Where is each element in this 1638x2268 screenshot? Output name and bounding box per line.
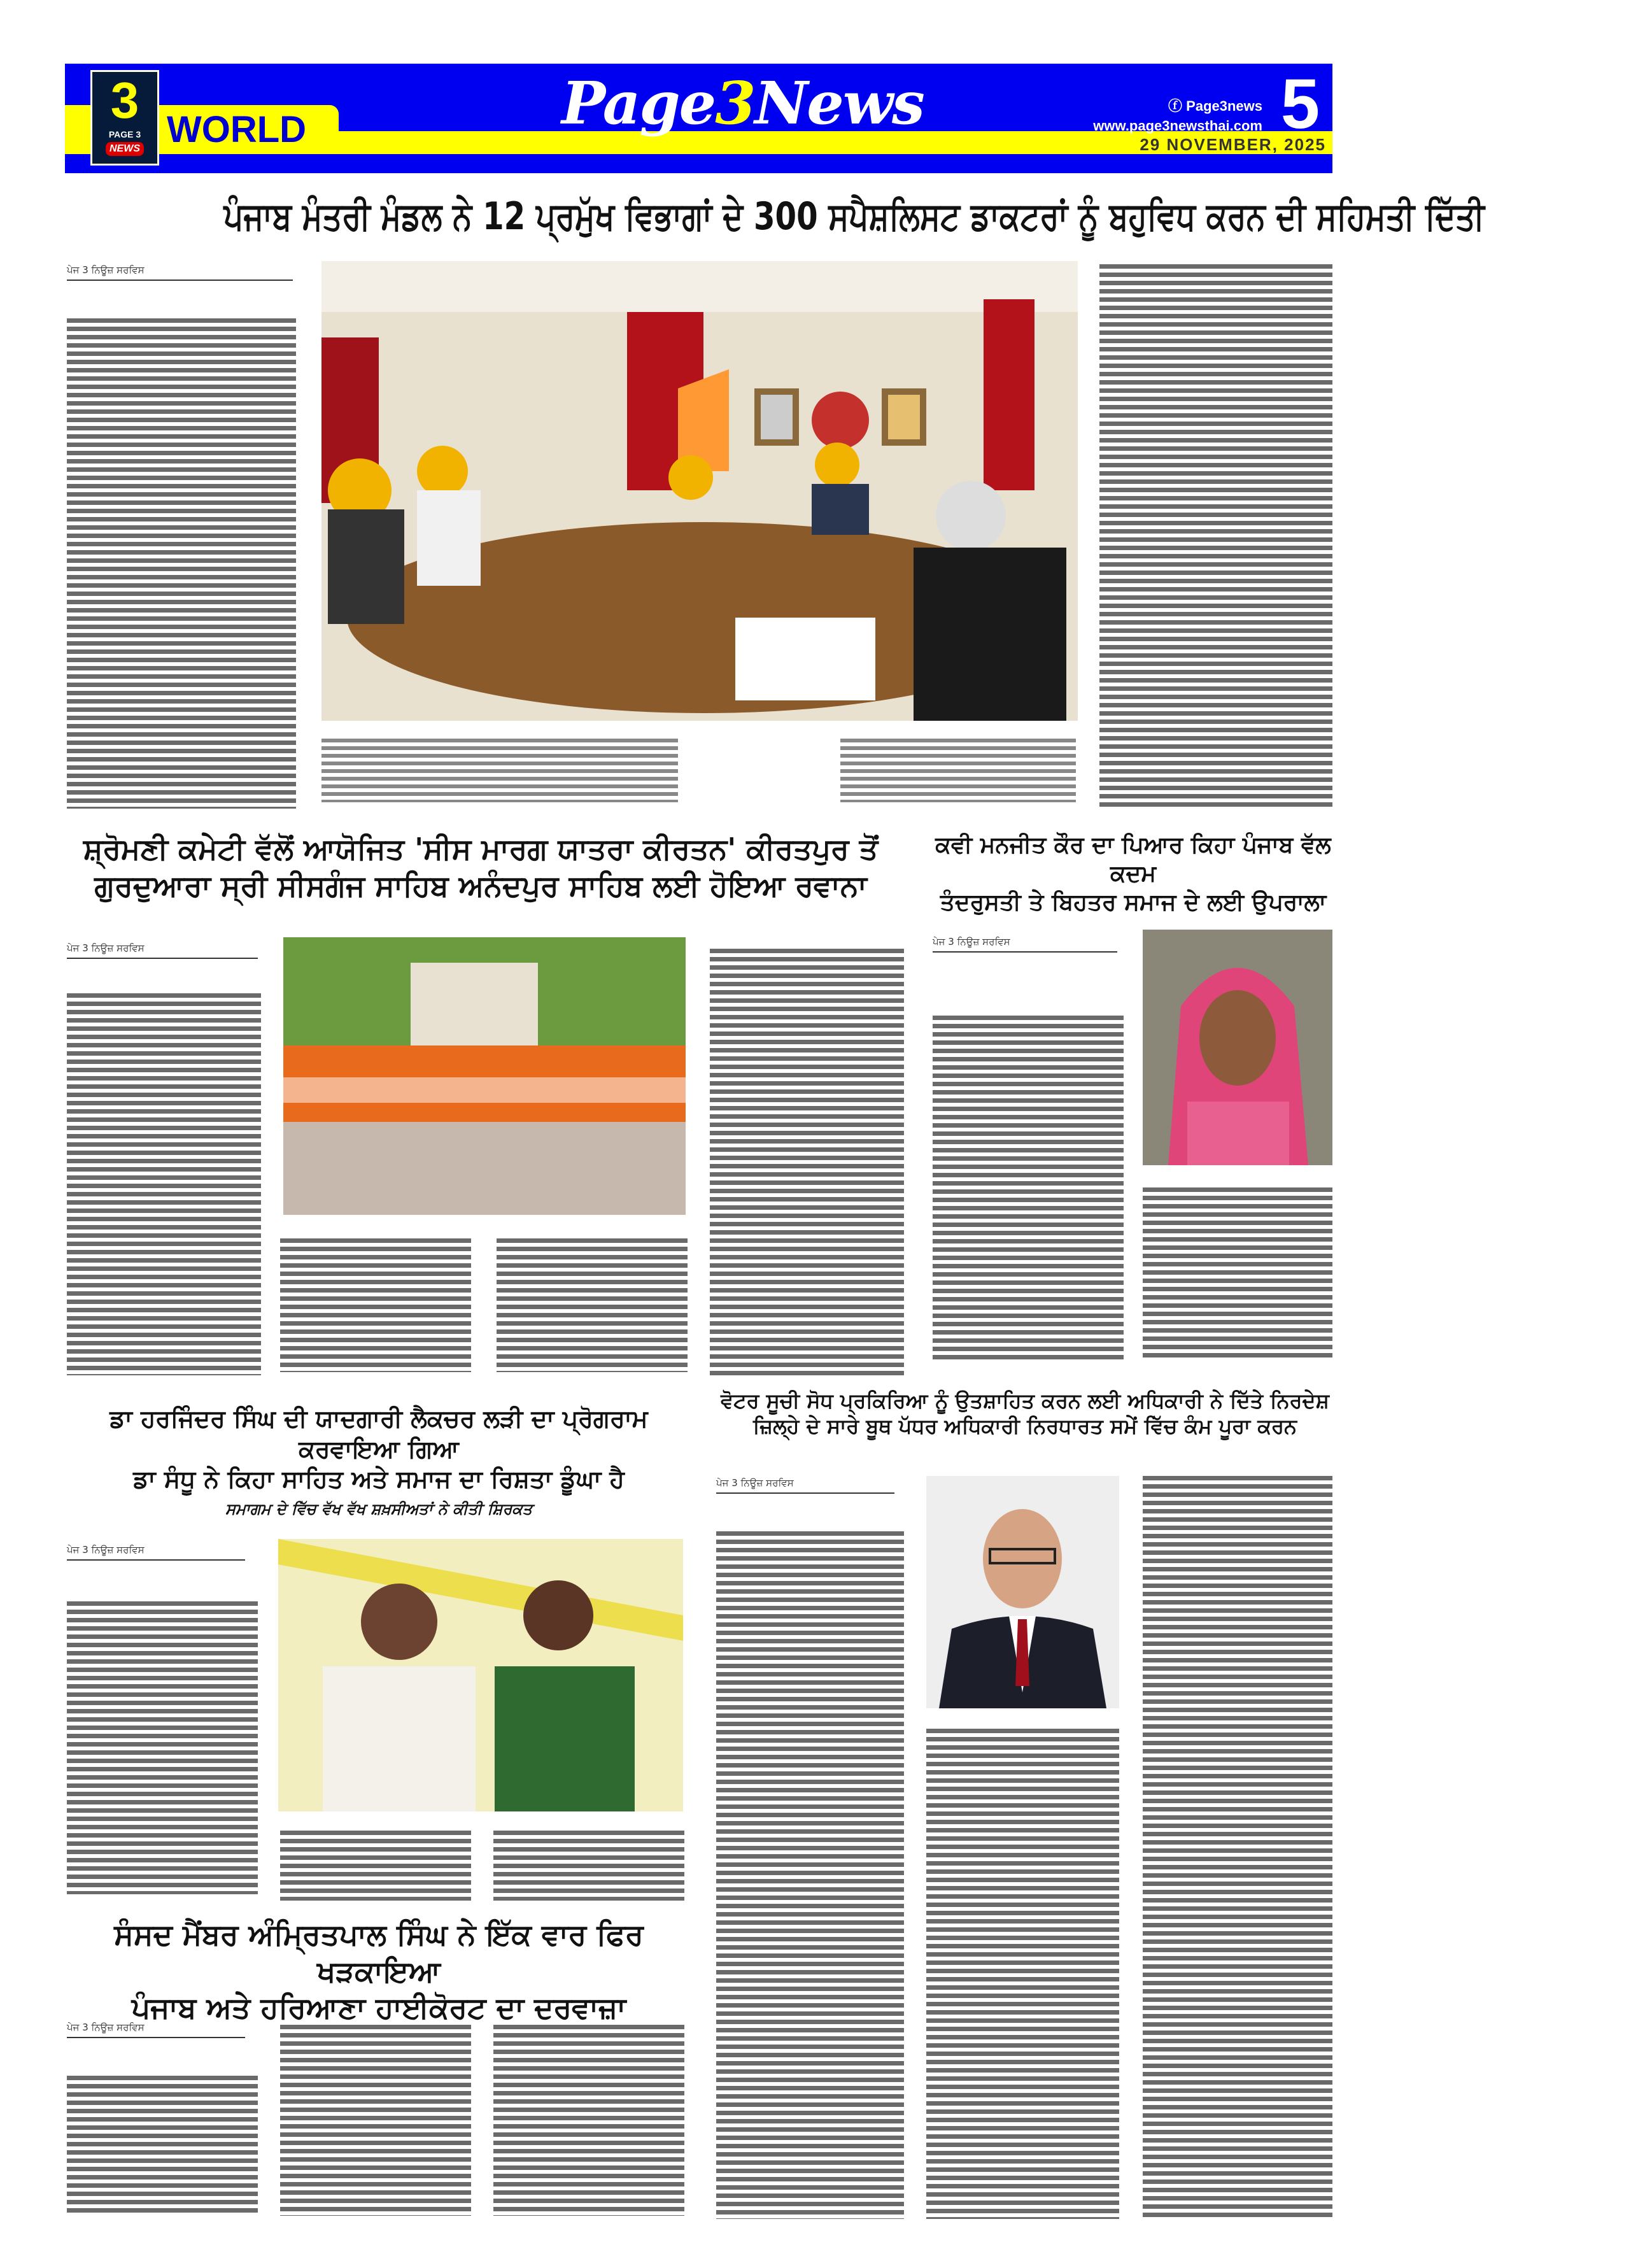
article-text bbox=[926, 1729, 1119, 2219]
byline: ਪੇਜ 3 ਨਿਊਜ਼ ਸਰਵਿਸ bbox=[67, 1544, 245, 1561]
masthead-title bbox=[561, 69, 924, 138]
headline-line: ਗੁਰਦੁਆਰਾ ਸ੍ਰੀ ਸੀਸਗੰਜ ਸਾਹਿਬ ਅਨੰਦਪੁਰ ਸਾਹਿਬ ਲਈ ਹੋਇਆ ਰਵਾਨਾ bbox=[94, 868, 867, 903]
lead-headline-box bbox=[70, 188, 1485, 252]
masthead-num: 3 bbox=[715, 69, 755, 138]
official-portrait-photo bbox=[926, 1476, 1119, 1708]
story-headline bbox=[67, 1917, 691, 2027]
story-headline bbox=[67, 831, 894, 904]
article-text bbox=[67, 318, 296, 809]
headline-line: ਵੋਟਰ ਸੂਚੀ ਸੋਧ ਪ੍ਰਕਿਰਿਆ ਨੂੰ ਉਤਸ਼ਾਹਿਤ ਕਰਨ ਲਈ ਅਧਿਕਾਰੀ ਨੇ ਦਿੱਤੇ ਨਿਰਦੇਸ਼ bbox=[721, 1389, 1329, 1413]
byline: ਪੇਜ 3 ਨਿਊਜ਼ ਸਰਵਿਸ bbox=[67, 2022, 245, 2038]
procession-photo bbox=[283, 937, 686, 1215]
article-text bbox=[493, 1831, 684, 1901]
section-label: WORLD bbox=[167, 109, 307, 150]
headline-line: ਡਾ ਸੰਧੂ ਨੇ ਕਿਹਾ ਸਾਹਿਤ ਅਤੇ ਸਮਾਜ ਦਾ ਰਿਸ਼ਤਾ ਡੂੰਘਾ ਹੈ bbox=[133, 1465, 625, 1493]
story-headline bbox=[933, 831, 1334, 917]
logo-text: PAGE 3 bbox=[108, 129, 141, 139]
masthead-post: News bbox=[754, 69, 924, 138]
issue-date: 29 NOVEMBER, 2025 bbox=[1140, 135, 1326, 154]
article-text bbox=[1143, 1476, 1332, 2219]
story-headline bbox=[716, 1388, 1334, 1439]
article-text bbox=[67, 2076, 258, 2216]
masthead-pre: Page bbox=[561, 69, 716, 138]
photo-caption bbox=[321, 739, 678, 802]
article-text bbox=[67, 993, 261, 1375]
facebook-handle bbox=[1168, 96, 1262, 115]
woman-portrait-photo bbox=[1143, 930, 1332, 1165]
masthead-banner bbox=[65, 64, 1332, 168]
website-url: www.page3newsthai.com bbox=[1093, 118, 1262, 134]
byline: ਪੇਜ 3 ਨਿਊਜ਼ ਸਰਵਿਸ bbox=[933, 936, 1117, 953]
byline: ਪੇਜ 3 ਨਿਊਜ਼ ਸਰਵਿਸ bbox=[67, 942, 258, 959]
article-text bbox=[280, 2025, 471, 2216]
page3-logo bbox=[90, 70, 159, 166]
lead-headline: ਪੰਜਾਬ ਮੰਤਰੀ ਮੰਡਲ ਨੇ 12 ਪ੍ਰਮੁੱਖ ਵਿਭਾਗਾਂ ਦੇ 300 ਸਪੈਸ਼ਲਿਸਟ ਡਾਕਟਰਾਂ ਨੂੰ ਬਹੁਵਿਧ ਕਰਨ ਦੀ ਸਹਿਮਤੀ ਦਿੱਤੀ bbox=[223, 194, 1485, 239]
logo-badge: NEWS bbox=[106, 142, 144, 156]
article-text bbox=[710, 949, 904, 1375]
headline-line: ਕਵੀ ਮਨਜੀਤ ਕੌਰ ਦਾ ਪਿਆਰ ਕਿਹਾ ਪੰਜਾਬ ਵੱਲ ਕਦਮ bbox=[935, 832, 1331, 887]
article-text bbox=[280, 1831, 471, 1901]
story-subhead: ਸਮਾਗਮ ਦੇ ਵਿੱਚ ਵੱਖ ਵੱਖ ਸ਼ਖ਼ਸੀਅਤਾਂ ਨੇ ਕੀਤੀ ਸ਼ਿਰਕਤ bbox=[225, 1500, 533, 1518]
headline-line: ਪੰਜਾਬ ਅਤੇ ਹਰਿਆਣਾ ਹਾਈਕੋਰਟ ਦਾ ਦਰਵਾਜ਼ਾ bbox=[131, 1990, 626, 2025]
headline-line: ਡਾ ਹਰਜਿੰਦਰ ਸਿੰਘ ਦੀ ਯਾਦਗਾਰੀ ਲੈਕਚਰ ਲੜੀ ਦਾ ਪ੍ਰੋਗਰਾਮ ਕਰਵਾਇਆ ਗਿਆ bbox=[109, 1405, 648, 1463]
headline-line: ਤੰਦਰੁਸਤੀ ਤੇ ਬਿਹਤਰ ਸਮਾਜ ਦੇ ਲਈ ਉਪਰਾਲਾ bbox=[940, 889, 1327, 916]
byline: ਪੇਜ 3 ਨਿਊਜ਼ ਸਰਵਿਸ bbox=[716, 1477, 894, 1494]
couple-photo bbox=[278, 1539, 683, 1811]
article-text bbox=[933, 1016, 1124, 1359]
header-rule bbox=[65, 168, 1332, 173]
page-number: 5 bbox=[1280, 65, 1320, 143]
cabinet-meeting-photo bbox=[321, 261, 1078, 721]
article-text bbox=[1099, 264, 1332, 809]
logo-number: 3 bbox=[110, 72, 139, 129]
article-text bbox=[67, 1601, 258, 1894]
headline-line: ਸ਼੍ਰੋਮਣੀ ਕਮੇਟੀ ਵੱਲੋਂ ਆਯੋਜਿਤ 'ਸੀਸ ਮਾਰਗ ਯਾਤਰਾ ਕੀਰਤਨ' ਕੀਰਤਪੁਰ ਤੋਂ bbox=[83, 832, 879, 866]
article-text bbox=[493, 2025, 684, 2216]
social-handle-text: Page3news bbox=[1186, 98, 1262, 114]
article-text bbox=[1143, 1187, 1332, 1359]
photo-caption bbox=[840, 739, 1076, 802]
story-headline bbox=[67, 1404, 691, 1495]
article-text bbox=[716, 1531, 904, 2219]
byline: ਪੇਜ 3 ਨਿਊਜ਼ ਸਰਵਿਸ bbox=[67, 264, 293, 281]
article-text bbox=[497, 1238, 688, 1372]
headline-line: ਜ਼ਿਲ੍ਹੇ ਦੇ ਸਾਰੇ ਬੂਥ ਪੱਧਰ ਅਧਿਕਾਰੀ ਨਿਰਧਾਰਤ ਸਮੇਂ ਵਿੱਚ ਕੰਮ ਪੂਰਾ ਕਰਨ bbox=[752, 1414, 1297, 1438]
headline-line: ਸੰਸਦ ਮੈਂਬਰ ਅੰਮ੍ਰਿਤਪਾਲ ਸਿੰਘ ਨੇ ਇੱਕ ਵਾਰ ਫਿਰ ਖੜਕਾਇਆ bbox=[114, 1917, 644, 1988]
facebook-icon: ⓕ bbox=[1168, 98, 1187, 114]
article-text bbox=[280, 1238, 471, 1372]
